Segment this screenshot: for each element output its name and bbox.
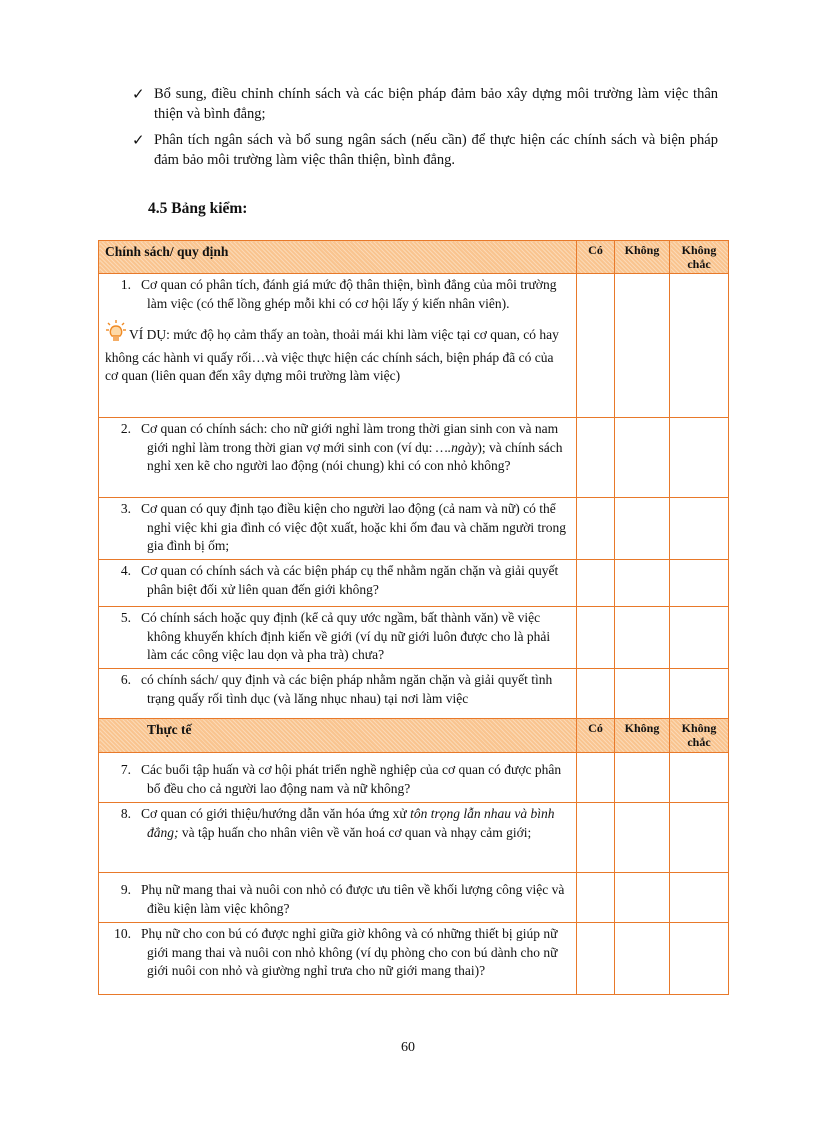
answer-unsure-cell[interactable] <box>670 803 729 873</box>
answer-no-cell[interactable] <box>615 923 670 995</box>
table-row <box>99 418 729 498</box>
bullet-list <box>132 84 718 176</box>
table-row <box>99 669 729 719</box>
page-number: 60 <box>401 1040 415 1055</box>
section-title: 4.5 Bảng kiểm: <box>148 200 248 217</box>
answer-yes-cell[interactable] <box>577 923 615 995</box>
section-header-practice: Thực tế <box>99 719 577 753</box>
answer-no-cell[interactable] <box>615 873 670 923</box>
item-cell: 7. Các buổi tập huấn và cơ hội phát triển nghề nghiệp của cơ quan có được phân bổ đều cho cả người lao động nam và nữ không? <box>99 753 577 803</box>
item-cell: 1. Cơ quan có phân tích, đánh giá mức độ thân thiện, bình đẳng của môi trường làm việc (có thể lồng ghép mỗi khi có cơ hội lấy ý kiến nhân viên). VÍ DỤ: mức độ họ cảm thấy an toàn, thoải mái khi làm việc tại cơ quan, có hay không các hành vi quấy rối…và việc thực hiện các chính sách, biện pháp đã có của cơ quan (liên quan đến xây dựng môi trường làm việc) <box>99 274 577 418</box>
answer-no-cell[interactable] <box>615 607 670 669</box>
answer-no-cell[interactable] <box>615 753 670 803</box>
answer-unsure-cell[interactable] <box>670 923 729 995</box>
table-row <box>99 803 729 873</box>
answer-yes-cell[interactable] <box>577 753 615 803</box>
bullet-item: ✓ Bổ sung, điều chỉnh chính sách và các biện pháp đảm bảo xây dựng môi trường làm việc thân thiện và bình đẳng; <box>132 85 718 122</box>
table-row <box>99 560 729 607</box>
item-cell: 8. Cơ quan có giới thiệu/hướng dẫn văn hóa ứng xử tôn trọng lẫn nhau và bình đẳng; và tập huấn cho nhân viên về văn hoá cơ quan và nhạy cảm giới; <box>99 803 577 873</box>
col-yes-header: Có <box>577 719 615 753</box>
section-header-policy: Chính sách/ quy định <box>99 241 577 274</box>
answer-no-cell[interactable] <box>615 669 670 719</box>
answer-yes-cell[interactable] <box>577 498 615 560</box>
answer-unsure-cell[interactable] <box>670 274 729 418</box>
answer-yes-cell[interactable] <box>577 803 615 873</box>
answer-yes-cell[interactable] <box>577 873 615 923</box>
answer-unsure-cell[interactable] <box>670 560 729 607</box>
item-cell: 9. Phụ nữ mang thai và nuôi con nhỏ có được ưu tiên về khối lượng công việc và điều kiện làm việc không? <box>99 873 577 923</box>
answer-unsure-cell[interactable] <box>670 498 729 560</box>
table-row <box>99 873 729 923</box>
item-cell: 2. Cơ quan có chính sách: cho nữ giới nghỉ làm trong thời gian sinh con và nam giới nghỉ làm trong thời gian vợ mới sinh con (ví dụ: ….ngày); và chính sách nghỉ xen kẽ cho người lao động (nói chung) khi có con nhỏ không? <box>99 418 577 498</box>
bullet-item: ✓ Phân tích ngân sách và bổ sung ngân sách (nếu cần) để thực hiện các chính sách và biện pháp đảm bảo môi trường làm việc thân thiện, bình đẳng. <box>132 131 718 168</box>
answer-no-cell[interactable] <box>615 803 670 873</box>
answer-no-cell[interactable] <box>615 560 670 607</box>
lightbulb-icon <box>105 319 127 349</box>
col-unsure-header: Không chắc <box>670 719 729 753</box>
item-cell: 10. Phụ nữ cho con bú có được nghỉ giữa giờ không và có những thiết bị giúp nữ giới mang thai và nuôi con nhỏ không (ví dụ phòng cho con bú dành cho nữ giới nuôi con nhỏ và giường nghỉ trưa cho nữ giới mang thai)? <box>99 923 577 995</box>
item-cell: 3. Cơ quan có quy định tạo điều kiện cho người lao động (cả nam và nữ) có thể nghỉ việc khi gia đình có việc đột xuất, hoặc khi ốm đau và chăm người trong gia đình bị ốm; <box>99 498 577 560</box>
col-yes-header: Có <box>577 241 615 274</box>
answer-yes-cell[interactable] <box>577 274 615 418</box>
answer-unsure-cell[interactable] <box>670 607 729 669</box>
answer-no-cell[interactable] <box>615 498 670 560</box>
table-header-row <box>99 241 729 274</box>
table-header-row <box>99 719 729 753</box>
example-note: VÍ DỤ: mức độ họ cảm thấy an toàn, thoải mái khi làm việc tại cơ quan, có hay không các hành vi quấy rối…và việc thực hiện các chính sách, biện pháp đã có của cơ quan (liên quan đến xây dựng môi trường làm việc) <box>105 319 570 386</box>
answer-no-cell[interactable] <box>615 418 670 498</box>
answer-no-cell[interactable] <box>615 274 670 418</box>
item-cell: 6. có chính sách/ quy định và các biện pháp nhằm ngăn chặn và giải quyết tình trạng quấy rối tình dục (và lăng nhục nhau) tại nơi làm việc <box>99 669 577 719</box>
answer-yes-cell[interactable] <box>577 418 615 498</box>
item-cell: 5. Có chính sách hoặc quy định (kể cả quy ước ngầm, bất thành văn) về việc không khuyến khích định kiến về giới (ví dụ nữ giới luôn được cho là phải làm các công việc lau dọn và pha trà) chưa? <box>99 607 577 669</box>
answer-unsure-cell[interactable] <box>670 669 729 719</box>
checklist-table <box>98 240 729 995</box>
checkmark-icon: ✓ <box>132 85 145 103</box>
answer-unsure-cell[interactable] <box>670 418 729 498</box>
checkmark-icon: ✓ <box>132 131 145 149</box>
table-row <box>99 607 729 669</box>
answer-yes-cell[interactable] <box>577 560 615 607</box>
table-row <box>99 274 729 418</box>
answer-unsure-cell[interactable] <box>670 753 729 803</box>
table-row <box>99 498 729 560</box>
answer-unsure-cell[interactable] <box>670 873 729 923</box>
answer-yes-cell[interactable] <box>577 669 615 719</box>
table-row <box>99 923 729 995</box>
col-unsure-header: Không chắc <box>670 241 729 274</box>
item-cell: 4. Cơ quan có chính sách và các biện pháp cụ thể nhằm ngăn chặn và giải quyết phân biệt đối xử liên quan đến giới không? <box>99 560 577 607</box>
col-no-header: Không <box>615 719 670 753</box>
table-row <box>99 753 729 803</box>
col-no-header: Không <box>615 241 670 274</box>
answer-yes-cell[interactable] <box>577 607 615 669</box>
